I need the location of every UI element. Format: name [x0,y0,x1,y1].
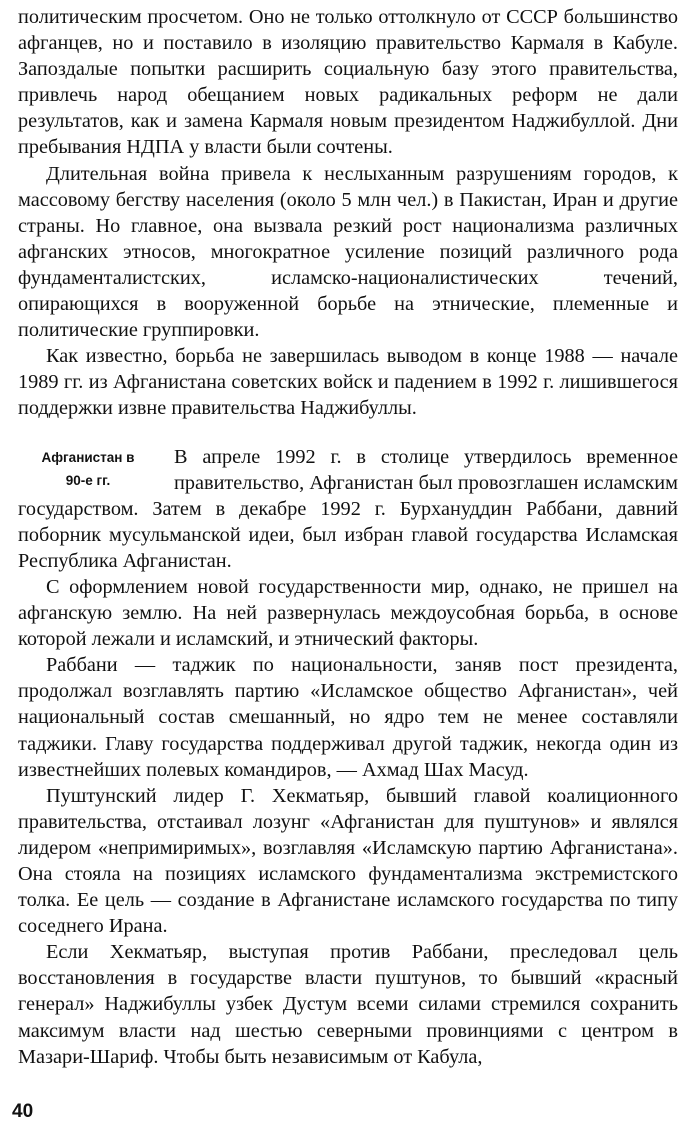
margin-heading: Афганистан в 90-е гг. [41,449,135,488]
section-paragraph-2: С оформлением новой государственности мир, однако, не пришел на афганскую землю. На ней развернулась междоусобная борьба, в основе которой лежали и исламский, и этнический факторы. [18,575,678,651]
section-afghanistan-90s [18,444,678,1070]
page-body [18,4,678,1070]
paragraph-3: Как известно, борьба не завершилась выводом в конце 1988 — начале 1989 гг. из Афганистана советских войск и падением в 1992 г. лишившегося поддержки извне правительства Наджибуллы. [18,345,678,420]
section-paragraph-5: Если Хекматьяр, выступая против Раббани, преследовал цель восстановления в государстве власти пуштунов, то бывший «красный генерал» Наджибуллы узбек Дустум всеми силами стремился сохранить максимум власти над шестью северными провинциями с центром в Мазари-Шариф. Чтобы быть независимым от Кабула, [18,941,678,1068]
paragraph-1: политическим просчетом. Оно не только оттолкнуло от СССР большинство афганцев, но и поставило в изоляцию правительство Кармаля в Кабуле. Запоздалые попытки расширить социальную базу этого правительства, привлечь народ обещанием новых радикальных реформ не дали результатов, как и замена Кармаля новым президентом Наджибуллой. Дни пребывания НДПА у власти были сочтены. [18,6,678,159]
section-paragraph-3: Раббани — таджик по национальности, заняв пост президента, продолжал возглавлять партию «Исламское общество Афганистан», чей национальный состав смешанный, но ядро тем не менее составляли таджики. Главу государства поддерживал другой таджик, некогда один из известнейших полевых командиров, — Ахмад Шах Масуд. [18,654,678,781]
page-number: 40 [12,1101,34,1122]
section-paragraph-1: В апреле 1992 г. в столице утвердилось временное правительство, Афганистан был провозглашен исламским государством. Затем в декабре 1992 г. Бурхануддин Раббани, давний поборник мусульманской идеи, был избран главой государства Исламская Республика Афганистан. [18,445,678,572]
paragraph-2: Длительная война привела к неслыханным разрушениям городов, к массовому бегству населения (около 5 млн чел.) в Пакистан, Иран и другие страны. Но главное, она вызвала резкий рост национализма различных афганских этносов, многократное усиление позиций различного рода фундаменталистских, исламско-националистических течений, опирающихся в вооруженной борьбе на этнические, племенные и политические группировки. [18,162,678,342]
section-paragraph-4: Пуштунский лидер Г. Хекматьяр, бывший главой коалиционного правительства, отстаивал лозунг «Афганистан для пуштунов» и являлся лидером «непримиримых», возглавляя «Исламскую партию Афганистана». Она стояла на позициях исламского фундаментализма экстремистского толка. Ее цель — создание в Афганистане исламского государства по типу соседнего Ирана. [18,784,678,938]
